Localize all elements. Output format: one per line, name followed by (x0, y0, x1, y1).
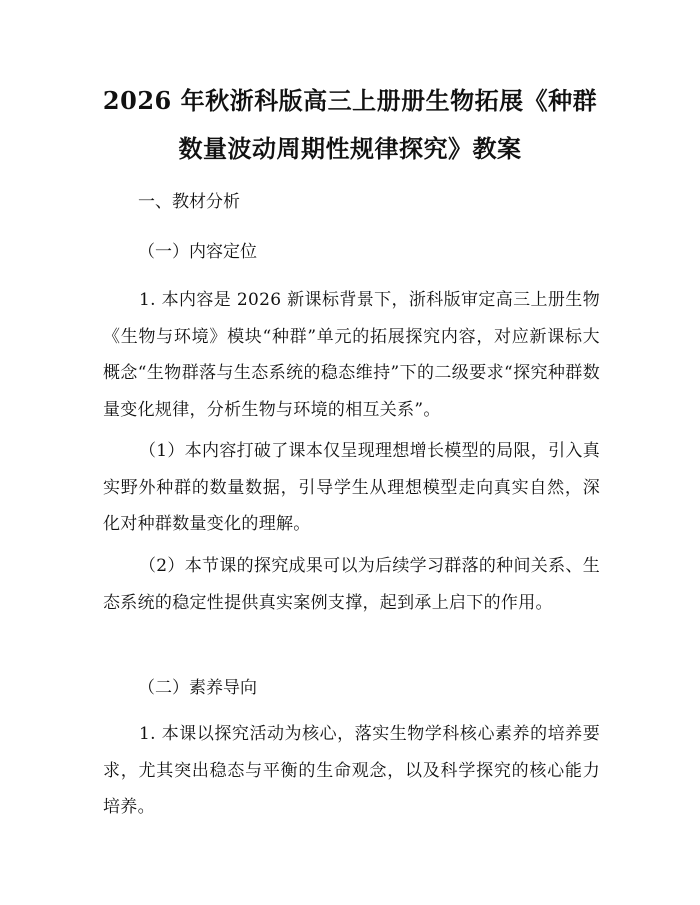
paragraph-content-positioning-1: 1. 本内容是 2026 新课标背景下，浙科版审定高三上册生物《生物与环境》模块“种群”单元的拓展探究内容，对应新课标大概念“生物群落与生态系统的稳态维持”下的二级要求“探究种群数量变化规律，分析生物与环境的相互关系”。 (103, 290, 600, 420)
document-title (95, 77, 605, 173)
document-title-line-1: 2026 年秋浙科版高三上册册生物拓展《种群 (102, 86, 598, 115)
document-title-line-2: 数量波动周期性规律探究》教案 (178, 134, 522, 163)
section-heading-textbook-analysis: 一、教材分析 (138, 192, 240, 212)
subsection-heading-content-positioning: （一）内容定位 (138, 242, 257, 262)
paragraph-literacy-orientation-1: 1. 本课以探究活动为核心，落实生物学科核心素养的培养要求，尤其突出稳态与平衡的生命观念，以及科学探究的核心能力培养。 (103, 724, 600, 817)
subsection-heading-literacy-orientation: （二）素养导向 (138, 678, 257, 698)
paragraph-content-positioning-1-1: （1）本内容打破了课本仅呈现理想增长模型的局限，引入真实野外种群的数量数据，引导学生从理想模型走向真实自然，深化对种群数量变化的理解。 (103, 441, 600, 534)
paragraph-content-positioning-1-2: （2）本节课的探究成果可以为后续学习群落的种间关系、生态系统的稳定性提供真实案例支撑，起到承上启下的作用。 (103, 556, 600, 613)
